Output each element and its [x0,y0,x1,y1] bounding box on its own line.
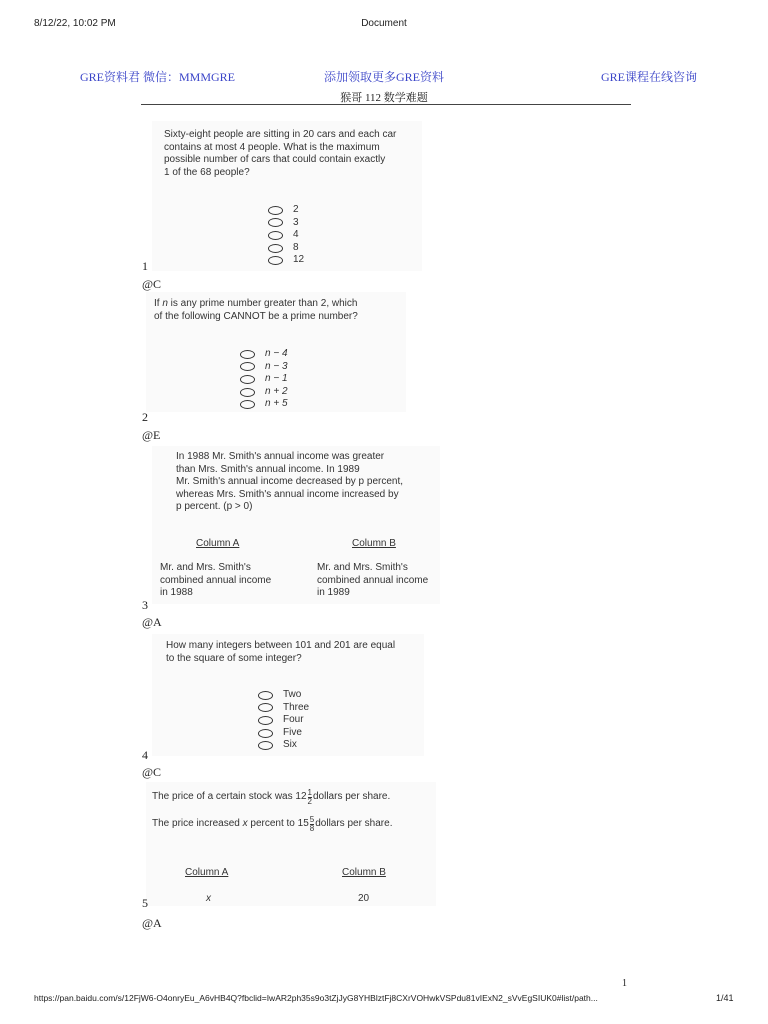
column-a-quantity: Mr. and Mrs. Smith's combined annual income in 1988 [160,562,272,598]
question-5-image [146,782,436,906]
answer-choice: Five [258,727,309,740]
oval-radio-icon [240,362,255,371]
page-count: 1/41 [716,993,734,1003]
oval-radio-icon [258,691,273,700]
oval-radio-icon [268,218,283,227]
question-text-line: possible number of cars that could contain exactly [164,154,386,165]
column-b-quantity: Mr. and Mrs. Smith's combined annual income in 1989 [317,562,429,598]
question-text-line: whereas Mrs. Smith's annual income increased by [176,488,399,500]
question-text-line: than Mrs. Smith's annual income. In 1989 [176,463,360,475]
column-a-quantity: x [206,893,211,904]
question-2-image [146,292,406,412]
question-text-line: p percent. (p > 0) [176,501,253,512]
question-text-line: contains at most 4 people. What is the maximum [164,141,380,153]
oval-radio-icon [240,400,255,409]
question-text-line: If n is any prime number greater than 2, which [154,298,358,309]
answer-key: @C [142,277,162,291]
question-text-line: 1 of the 68 people? [164,166,250,178]
question-number: 3 [142,598,148,612]
question-text-line: How many integers between 101 and 201 are equal [166,640,396,651]
question-number: 4 [142,748,148,762]
question-3-image [152,446,440,604]
column-a-heading: Column A [185,867,229,878]
footer-url: https://pan.baidu.com/s/12FjW6-O4onryEu_A6vHB4Q?fbclid=IwAR2ph35s9o3tZjJyG8YHBlztFj8CXrVOHwkVSPdu81vIExN2_sVvEgSIUK0#list/path... [34,993,598,1003]
column-b-quantity: 20 [358,893,370,904]
answer-choice: n − 1 [240,373,288,386]
oval-radio-icon [258,716,273,725]
column-b-heading: Column B [342,867,386,878]
oval-radio-icon [258,741,273,750]
question-text-line: Sixty-eight people are sitting in 20 cars and each car [164,129,397,140]
header-center: 添加领取更多GRE资料 [323,70,444,84]
answer-key: @E [142,428,161,442]
question-number: 2 [142,410,148,424]
column-b-heading: Column B [352,538,396,549]
answer-choice: n + 5 [240,398,288,411]
answer-choice: Four [258,714,309,727]
answer-key: @C [142,765,162,779]
answer-choice: n − 4 [240,348,288,361]
question-number: 1 [142,259,148,273]
answer-choice: Six [258,739,309,752]
oval-radio-icon [268,256,283,265]
question-text-line: The price of a certain stock was 12 $\frac{1}{2}$ dollars per share. [152,788,391,806]
oval-radio-icon [268,231,283,240]
question-text-line: In 1988 Mr. Smith's annual income was greater [176,451,385,462]
answer-choice: n + 2 [240,386,288,399]
question-4-image [152,634,424,756]
oval-radio-icon [258,703,273,712]
fraction: $\frac{1}{2}$ [307,788,312,806]
answer-key: @A [142,916,162,930]
answer-choice: 12 [268,254,304,267]
answer-choice: Two [258,689,309,702]
answer-key: @A [142,615,162,629]
answer-choice: 2 [268,204,304,217]
question-number: 5 [142,896,148,910]
question-text-line: Mr. Smith's annual income decreased by p percent, [176,476,404,487]
print-date: 8/12/22, 10:02 PM [34,18,116,29]
oval-radio-icon [240,350,255,359]
oval-radio-icon [258,729,273,738]
question-text-line: to the square of some integer? [166,652,302,664]
answer-choice: Three [258,702,309,715]
print-title: Document [361,18,407,29]
header-rule [141,104,631,105]
answer-choice: 4 [268,229,304,242]
answer-choice: 8 [268,242,304,255]
oval-radio-icon [240,388,255,397]
question-1-image [152,121,422,271]
oval-radio-icon [268,244,283,253]
answer-choice: 3 [268,217,304,230]
page-number: 1 [622,978,627,989]
header-right: GRE课程在线咨询 [601,70,698,84]
fraction: $\frac{5}{8}$ [309,815,315,833]
column-a-heading: Column A [196,538,240,549]
oval-radio-icon [240,375,255,384]
header-left: GRE资料君 微信：MMMGRE [80,70,236,84]
question-text-line: of the following CANNOT be a prime number? [154,310,358,322]
oval-radio-icon [268,206,283,215]
document-subtitle: 猴哥 112 数学难题 [340,92,428,104]
question-text-line: The price increased x percent to 15 $\frac{5}{8}$ dollars per share. [152,815,393,833]
answer-choice: n − 3 [240,361,288,374]
